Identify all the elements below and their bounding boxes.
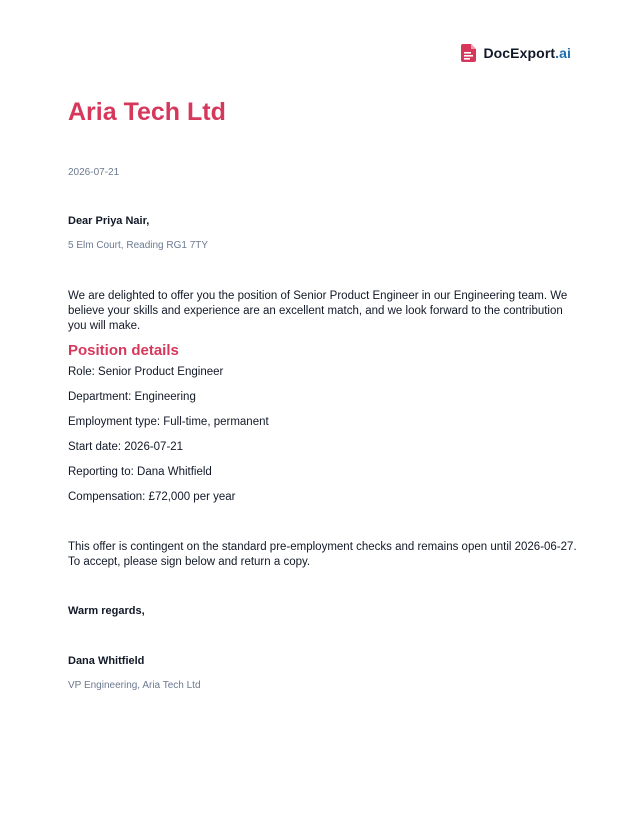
brand-logo [461,44,571,62]
company-name: Aria Tech Ltd [68,98,226,126]
detail-compensation: Compensation: £72,000 per year [68,491,236,503]
intro-paragraph: We are delighted to offer you the position of Senior Product Engineer in our Engineering team. We believe your skills and experience are an excellent match, and we look forward to the contribution you will make. [68,290,568,332]
signer-title: VP Engineering, Aria Tech Ltd [68,680,201,691]
closing-paragraph: This offer is contingent on the standard pre-employment checks and remains open until 2026-06-27. To accept, please sign below and return a copy. [68,541,577,568]
brand-name-main: DocExport [483,45,556,61]
sign-off: Warm regards, [68,605,145,617]
pdf-file-icon [461,44,477,62]
brand-name-tld: .ai [555,45,571,61]
recipient-address: 5 Elm Court, Reading RG1 7TY [68,240,209,251]
position-details-list [68,365,269,515]
detail-role: Role: Senior Product Engineer [68,366,224,378]
salutation: Dear Priya Nair, [68,215,150,227]
detail-reporting-to: Reporting to: Dana Whitfield [68,466,212,478]
detail-start-date: Start date: 2026-07-21 [68,441,184,453]
detail-employment-type: Employment type: Full-time, permanent [68,416,269,428]
detail-department: Department: Engineering [68,391,196,403]
section-title-position-details: Position details [68,342,179,359]
letter-date: 2026-07-21 [68,167,120,178]
brand-name [483,45,571,61]
signer-name: Dana Whitfield [68,655,145,667]
